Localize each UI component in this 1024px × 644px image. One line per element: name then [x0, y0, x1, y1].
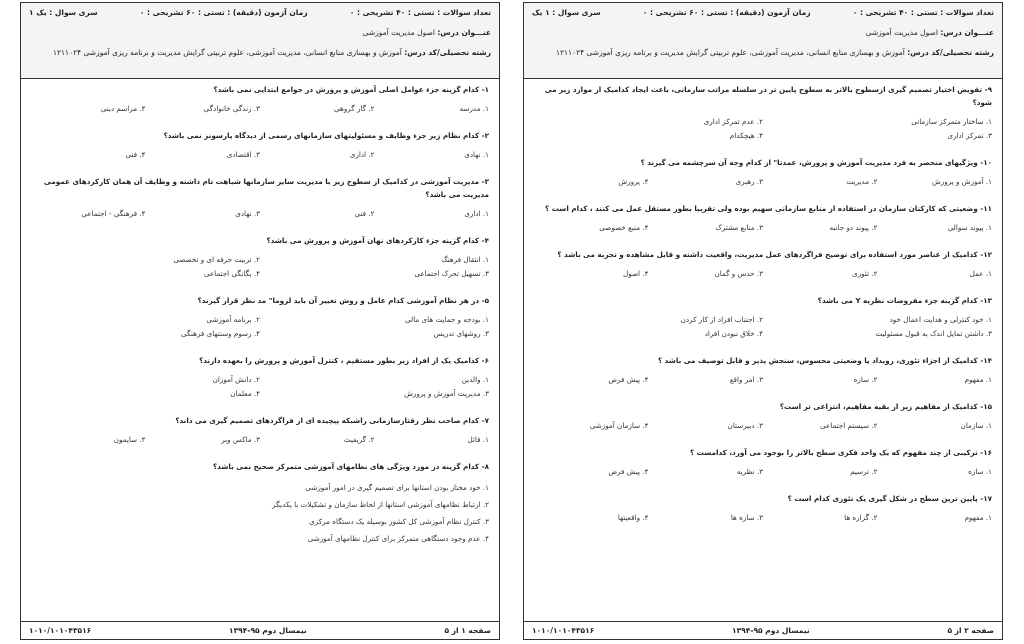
- option: ۱. سازمان: [960, 421, 992, 430]
- question-text: ۳- مدیریت آموزشی در کدامیک از سطوح زیر با مدیریت سایر سازمانها شباهت تام داشته و وظایف آن همان کارکردهای عمومی مدیریت می باشد؟: [44, 177, 489, 199]
- option: ۱. عمل: [969, 269, 992, 278]
- option: ۲. سیستم اجتماعی: [819, 421, 878, 430]
- page-number: صفحه ۱ از ۵: [444, 626, 491, 635]
- option: ۲. گریفیث: [343, 435, 375, 444]
- option: ۲. دانش آموزان: [212, 375, 260, 384]
- options: [534, 465, 992, 479]
- question-item: [534, 400, 992, 433]
- option: ۳. ماکس وبر: [221, 435, 260, 444]
- exam-page-1: [20, 2, 500, 640]
- question-text: ۸- کدام گزینه در مورد ویژگی های نظامهای آموزشی متمرکز صحیح نمی باشد؟: [213, 462, 489, 471]
- question-item: [31, 129, 489, 162]
- question-item: [31, 414, 489, 447]
- semester: نیمسال دوم ۹۵-۱۳۹۴: [229, 626, 307, 635]
- option: ۲. سازه: [853, 375, 878, 384]
- option: ۲. پیوند دو جانبه: [829, 223, 878, 232]
- options: [31, 313, 489, 341]
- option: ۱. فائل: [467, 435, 489, 444]
- option: ۳. زندگی خانوادگی: [203, 104, 260, 113]
- exam-code: ۱۰۱۰/۱۰۱۰۴۳۵۱۶: [532, 626, 595, 635]
- option: ۱. پیوند سوالی: [947, 223, 992, 232]
- options: [31, 373, 489, 401]
- option: ۱. سازه: [968, 467, 992, 476]
- question-series: سری سوال : ۱ یک: [532, 8, 601, 17]
- options: [534, 267, 992, 281]
- option: ۴. اصول: [623, 269, 649, 278]
- semester: نیمسال دوم ۹۵-۱۳۹۴: [732, 626, 810, 635]
- question-text: ۴- کدام گزینه جزء کارکردهای نهان آموزش و پرورش می باشد؟: [266, 236, 489, 245]
- option: ۲. برنامه آموزشی: [206, 315, 260, 324]
- option: ۱. خود کنترلی و هدایت اعمال خود: [889, 315, 992, 324]
- question-item: [31, 83, 489, 116]
- question-text: ۱۳- کدام گزینه جزء مفروضات نظریه Y می باشد؟: [817, 296, 992, 305]
- option: ۴. خلاق نبودن افراد: [704, 329, 763, 338]
- options: [31, 102, 489, 116]
- option: ۳. اقتصادی: [226, 150, 260, 159]
- option: ۴. مراسم دینی: [100, 104, 146, 113]
- option: ۴. منبع خصوصی: [599, 223, 649, 232]
- option: ۲. اداری: [349, 150, 375, 159]
- exam-code: ۱۰۱۰/۱۰۱۰۴۳۵۱۶: [29, 626, 92, 635]
- question-item: [534, 492, 992, 525]
- option: ۳. حدس و گمان: [714, 269, 763, 278]
- option: ۴. واقعیتها: [617, 513, 649, 522]
- options: [31, 253, 489, 281]
- option: ۲. اجتناب افراد از کار کردن: [680, 315, 763, 324]
- field-value: آموزش و بهسازی منابع انسانی، مدیریت آموزشی، علوم تربیتی گرایش مدیریت و برنامه ریزی آموزشی ۱۲۱۱۰۲۴: [555, 47, 905, 57]
- option: ۴. پرورش: [618, 177, 649, 186]
- exam-footer: [21, 621, 499, 639]
- option: ۳. رهبری: [735, 177, 763, 186]
- option: ۱. نهادی: [464, 150, 489, 159]
- options: [31, 207, 489, 221]
- option: ۴. عدم وجود دستگاهی متمرکز برای کنترل نظامهای آموزشی: [307, 534, 489, 543]
- question-text: ۱۷- پایین ترین سطح در شکل گیری یک تئوری کدام است ؟: [787, 494, 992, 503]
- question-text: ۱۴- کدامیک از اجزاء تئوری، رویداد یا وضعیتی محسوس، سنجش پذیر و قابل توصیف می باشد ؟: [657, 356, 992, 365]
- exam-header: [524, 3, 1002, 79]
- question-item: [534, 248, 992, 281]
- question-item: [31, 234, 489, 281]
- question-text: ۱۰- ویژگیهای منحصر به فرد مدیریت آموزش و پرورش، عمدتا" از کدام وجه آن سرچشمه می گیرند ؟: [640, 158, 992, 167]
- option: ۱. مدرسه: [459, 104, 489, 113]
- option: ۳. مدیریت آموزش و پرورش: [404, 389, 489, 398]
- page-number: صفحه ۲ از ۵: [947, 626, 994, 635]
- option: ۱. والدین: [461, 375, 489, 384]
- option: ۱. ساختار متمرکز سازمانی: [911, 117, 992, 126]
- option: ۲. عدم تمرکز اداری: [703, 117, 763, 126]
- question-item: [31, 354, 489, 401]
- options: [534, 419, 992, 433]
- question-item: [534, 202, 992, 235]
- option: ۴. پیش فرض: [608, 467, 649, 476]
- question-item: [31, 294, 489, 341]
- option: ۱. انتقال فرهنگ: [441, 255, 489, 264]
- field-label: رشته تحصیلی/کد درس:: [907, 47, 994, 57]
- option: ۳. نهادی: [235, 209, 260, 218]
- question-text: ۵- در هر نظام آموزشی کدام عامل و روش تغییر آن باید لزوما" مد نظر قرار گیرند؟: [197, 296, 489, 305]
- question-text: ۱۶- ترکیبی از چند مفهوم که یک واحد فکری سطح بالاتر را بوجود می آورد، کدامست ؟: [689, 448, 992, 457]
- question-item: [534, 354, 992, 387]
- option: ۲. گزاره ها: [844, 513, 878, 522]
- question-text: ۱- کدام گزینه جزء عوامل اصلی آموزش و پرورش در جوامع ابتدایی نمی باشد؟: [213, 85, 489, 94]
- question-item: [31, 460, 489, 547]
- option: ۲. مدیریت: [846, 177, 878, 186]
- option: ۴. سازمان آموزشی: [589, 421, 649, 430]
- question-text: ۱۲- کدامیک از عناصر مورد استفاده برای توضیح فراگردهای عمل مدیریت، واقعیت داشته و قابل مشاهده و تجربه می باشد ؟: [557, 250, 992, 259]
- option: ۳. سازه ها: [730, 513, 763, 522]
- options: [534, 511, 992, 525]
- course-title-value: اصول مدیریت آموزشی: [362, 27, 435, 37]
- question-list: [524, 79, 1002, 525]
- option: ۳. نظریه: [736, 467, 763, 476]
- options: [534, 115, 992, 143]
- option: ۴. فنی: [125, 150, 146, 159]
- option: ۱. اداری: [464, 209, 489, 218]
- course-title-label: عنـــوان درس:: [437, 27, 491, 37]
- options: [534, 175, 992, 189]
- option: ۳. داشتن تمایل اندک به قبول مسئولیت: [875, 329, 992, 338]
- option: ۴. سایمون: [113, 435, 146, 444]
- option: ۱. مفهوم: [964, 375, 992, 384]
- exam-header: [21, 3, 499, 79]
- options: [534, 221, 992, 235]
- options: [31, 433, 489, 447]
- field-label: رشته تحصیلی/کد درس:: [404, 47, 491, 57]
- exam-duration: زمان آزمون (دقیقه) : تستی : ۶۰ تشریحی : ۰: [139, 8, 308, 17]
- option: ۱. مفهوم: [964, 513, 992, 522]
- option: ۳. دبیرستان: [727, 421, 763, 430]
- exam-page-2: [523, 2, 1003, 640]
- question-text: ۷- کدام صاحب نظر رفتارسازمانی راشبکه پیچیده ای از فراگردهای تصمیم گیری می داند؟: [175, 416, 489, 425]
- question-item: [534, 83, 992, 143]
- options: [534, 373, 992, 387]
- option: ۴. معلمان: [230, 389, 260, 398]
- question-text: ۲- کدام نظام زیر جزء وظایف و مسئولیتهای سازمانهای رسمی از دیدگاه پارسونز نمی باشد؟: [163, 131, 489, 140]
- question-item: [534, 294, 992, 341]
- question-text: ۱۵- کدامیک از مفاهیم زیر از بقیه مفاهیم، انتزاعی تر است؟: [779, 402, 992, 411]
- question-text: ۶- کدامیک یک از افراد زیر بطور مستقیم ، کنترل آموزش و پرورش را بعهده دارند؟: [199, 356, 489, 365]
- option: ۴. یگانگی اجتماعی: [203, 269, 260, 278]
- option: ۱. بودجه و حمایت های مالی: [405, 315, 489, 324]
- exam-footer: [524, 621, 1002, 639]
- option: ۲. تربیت حرفه ای و تخصصی: [173, 255, 260, 264]
- question-text: ۱۱- وضعیتی که کارکنان سازمان در استفاده از منابع سازمانی سهیم بوده ولی تقریبا بطور مستقل عمل می کنند ، کدام است ؟: [545, 204, 992, 213]
- option: ۲. گار گروهی: [334, 104, 375, 113]
- option: ۳. امر واقع: [729, 375, 763, 384]
- field-value: آموزش و بهسازی منابع انسانی، مدیریت آموزشی، علوم تربیتی گرایش مدیریت و برنامه ریزی آموزشی ۱۲۱۱۰۲۴: [52, 47, 402, 57]
- question-series: سری سوال : یک ۱: [29, 8, 98, 17]
- question-text: ۹- تفویض اختیار تصمیم گیری ازسطوح بالاتر به سطوح پایین تر در سلسله مراتب سازمانی، باعث ایجاد کدامیک از موارد زیر می شود؟: [544, 85, 992, 107]
- options: [31, 148, 489, 162]
- option: ۳. کنترل نظام آموزشی کل کشور بوسیله یک دستگاه مرکزی: [309, 517, 489, 526]
- exam-duration: زمان آزمون (دقیقه) : تستی : ۶۰ تشریحی : ۰: [642, 8, 811, 17]
- option: ۳. منابع مشترک: [715, 223, 763, 232]
- options: [31, 479, 489, 547]
- question-count: تعداد سوالات : تستی : ۴۰ تشریحی : ۰: [349, 8, 491, 17]
- option: ۲. فنی: [354, 209, 375, 218]
- option: ۳. روشهای تدریس: [433, 329, 489, 338]
- question-item: [31, 175, 489, 221]
- option: ۲. ترسیم: [850, 467, 878, 476]
- option: ۴. رسوم وسنتهای فرهنگی: [181, 329, 260, 338]
- course-title-value: اصول مدیریت آموزشی: [865, 27, 938, 37]
- option: ۴. پیش فرض: [608, 375, 649, 384]
- question-count: تعداد سوالات : تستی : ۴۰ تشریحی : ۰: [852, 8, 994, 17]
- question-list: [21, 79, 499, 547]
- option: ۲. تئوری: [852, 269, 878, 278]
- option: ۱. آموزش و پرورش: [932, 177, 992, 186]
- option: ۴. هیچکدام: [729, 131, 763, 140]
- course-title-label: عنـــوان درس:: [940, 27, 994, 37]
- question-item: [534, 156, 992, 189]
- options: [534, 313, 992, 341]
- option: ۳. تمرکز اداری: [947, 131, 992, 140]
- option: ۳. تسهیل تحرک اجتماعی: [414, 269, 489, 278]
- option: ۲. ارتباط نظامهای آموزشی استانها از لحاظ سازمان و تشکیلات با یکدیگر: [272, 500, 489, 509]
- option: ۴. فرهنگی - اجتماعی: [81, 209, 146, 218]
- option: ۱. خود مختار بودن استانها برای تصمیم گیری در امور آموزشی: [305, 483, 489, 492]
- question-item: [534, 446, 992, 479]
